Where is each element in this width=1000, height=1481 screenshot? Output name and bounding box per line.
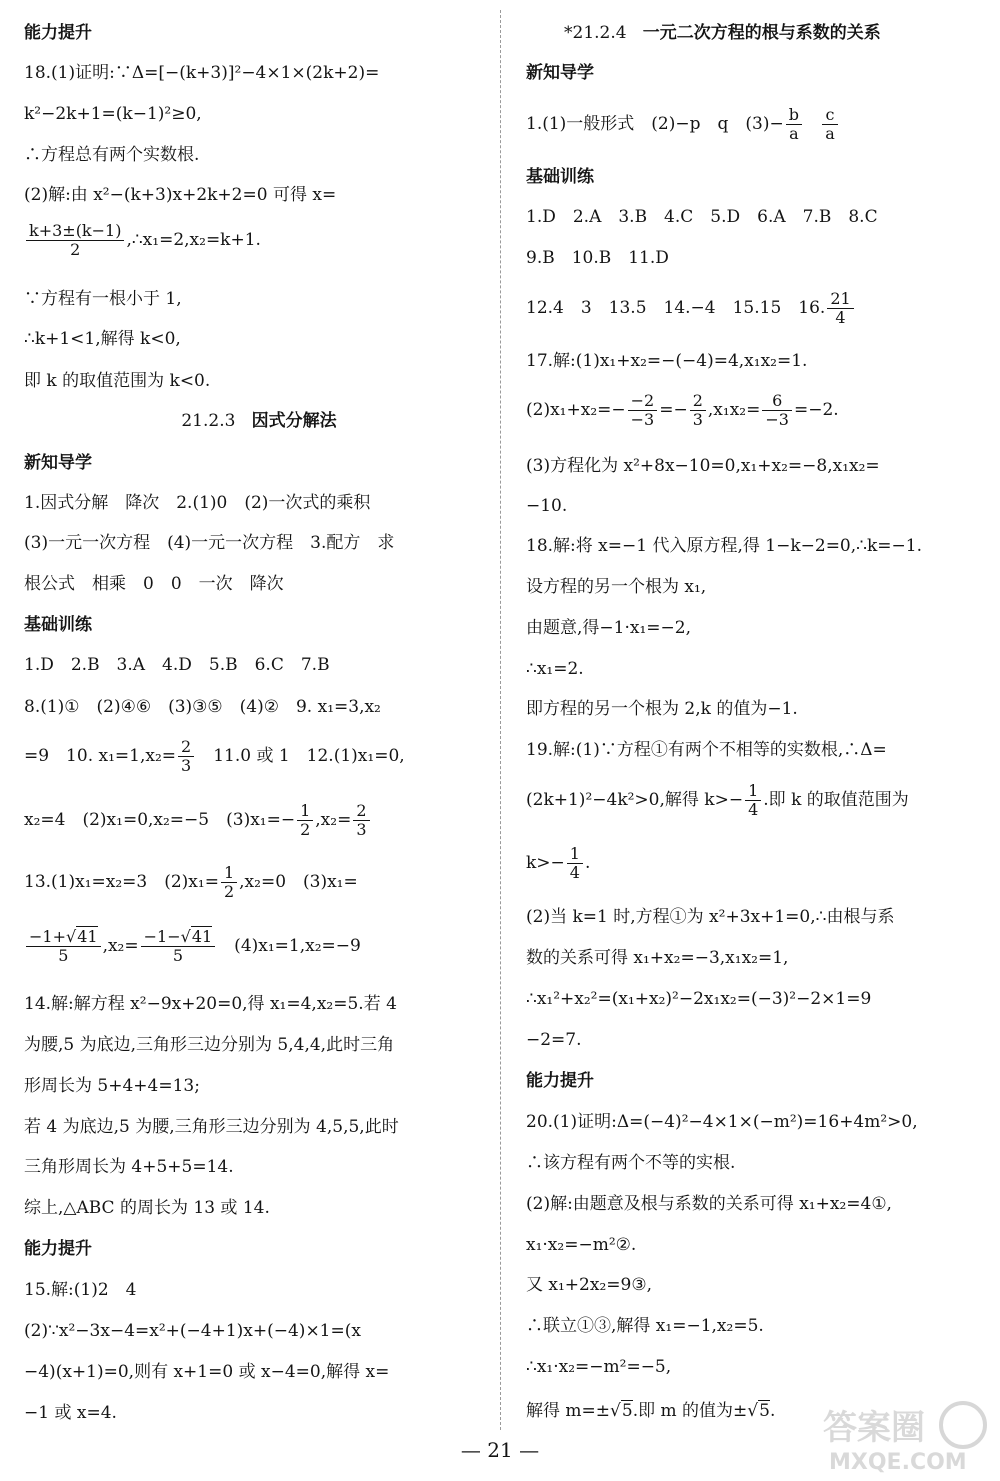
watermark-top-text: 答案圈 <box>823 1408 925 1448</box>
answer-line: (2k+1)²−4k²>0,解得 k>− $\frac{1}{4}$ .即 k 的取值范围为 <box>526 781 909 819</box>
fraction: $\frac{1}{2}$ <box>297 802 313 839</box>
answer-line: ∴方程总有两个实数根. <box>24 145 200 165</box>
answer-line: $\frac{k+3\pm(k-1)}{2}$ ,∴x₁=2,x₂=k+1. <box>24 222 261 259</box>
answer-line: 18.(1)证明:∵Δ=[−(k+3)]²−4×1×(2k+2)= <box>24 63 380 83</box>
answer-line: 12.4 3 13.5 14.−4 15.15 16. $\frac{21}{4}$ <box>526 290 856 327</box>
fraction: $\frac{1}{4}$ <box>567 845 583 882</box>
answer-line: 19.解:(1)∵方程①有两个不相等的实数根,∴Δ= <box>526 740 887 760</box>
answer-line: x₂=4 (2)x₁=0,x₂=−5 (3)x₁=− $\frac{1}{2}$ ,x₂= $\frac{2}{3}$ <box>24 802 372 839</box>
fraction: $\frac{21}{4}$ <box>827 290 853 327</box>
answer-line: 形周长为 5+4+4=13; <box>24 1076 200 1096</box>
watermark-bottom-text: MXQE.COM <box>829 1450 967 1475</box>
fraction: $\frac{1}{2}$ <box>221 864 237 901</box>
answer-line: 9.B 10.B 11.D <box>526 248 669 268</box>
section-heading: 新知导学 <box>24 453 92 473</box>
answer-line: 1.D 2.B 3.A 4.D 5.B 6.C 7.B <box>24 655 330 675</box>
section-heading: 新知导学 <box>526 63 594 83</box>
answer-line: ∴x₁·x₂=−m²=−5, <box>526 1357 672 1377</box>
fraction: $\frac{-1+√41}{5}$ <box>26 928 101 965</box>
answer-line: k>− $\frac{1}{4}$ . <box>526 844 591 882</box>
answer-line: (2)解:由题意及根与系数的关系可得 x₁+x₂=4①, <box>526 1194 892 1214</box>
answer-line: ∴x₁²+x₂²=(x₁+x₂)²−2x₁x₂=(−3)²−2×1=9 <box>526 989 872 1009</box>
answer-line: ∴联立①③,解得 x₁=−1,x₂=5. <box>526 1316 764 1336</box>
answer-line: −2=7. <box>526 1030 582 1050</box>
answer-line: (2)解:由 x²−(k+3)x+2k+2=0 可得 x= <box>24 185 337 205</box>
section-heading: 基础训练 <box>526 167 594 187</box>
answer-line: 1.D 2.A 3.B 4.C 5.D 6.A 7.B 8.C <box>526 207 878 227</box>
answer-line: 17.解:(1)x₁+x₂=−(−4)=4,x₁x₂=1. <box>526 351 808 371</box>
answer-line: 即 k 的取值范围为 k<0. <box>24 371 211 391</box>
answer-line: 设方程的另一个根为 x₁, <box>526 577 707 597</box>
answer-line: 18.解:将 x=−1 代入原方程,得 1−k−2=0,∴k=−1. <box>526 536 922 556</box>
fraction: $\frac{2}{3}$ <box>353 802 369 839</box>
answer-line: 解得 m=±√5.即 m 的值为±√5. <box>526 1401 776 1421</box>
answer-line: 14.解:解方程 x²−9x+20=0,得 x₁=4,x₂=5.若 4 <box>24 994 397 1014</box>
answer-line: −1 或 x=4. <box>24 1403 117 1423</box>
fraction: $\frac{2}{3}$ <box>178 738 194 775</box>
section-title: 21.2.3 因式分解法 <box>181 411 337 431</box>
fraction: $\frac{-1-√41}{5}$ <box>141 928 216 965</box>
section-heading: 能力提升 <box>24 1239 92 1259</box>
answer-line: 8.(1)① (2)④⑥ (3)③⑤ (4)② 9. x₁=3,x₂ <box>24 697 381 717</box>
answer-line: −10. <box>526 496 568 516</box>
answer-line: 三角形周长为 4+5+5=14. <box>24 1157 234 1177</box>
section-heading: 基础训练 <box>24 615 92 635</box>
fraction: $\frac{c}{a}$ <box>822 106 838 143</box>
fraction: $\frac{6}{-3}$ <box>762 392 792 429</box>
answer-line: (2)当 k=1 时,方程①为 x²+3x+1=0,∴由根与系 <box>526 907 895 927</box>
answer-line: 即方程的另一个根为 2,k 的值为−1. <box>526 699 798 719</box>
answer-line: 由题意,得−1·x₁=−2, <box>526 618 691 638</box>
answer-line: 数的关系可得 x₁+x₂=−3,x₁x₂=1, <box>526 948 789 968</box>
column-divider <box>500 10 501 1430</box>
answer-line: k²−2k+1=(k−1)²≥0, <box>24 104 202 124</box>
answer-line: (2)x₁+x₂=− $\frac{-2}{-3}$ =− $\frac{2}{3}$ ,x₁x₂= $\frac{6}{-3}$ =−2. <box>526 391 839 429</box>
answer-line: 15.解:(1)2 4 <box>24 1280 137 1300</box>
answer-line: 为腰,5 为底边,三角形三边分别为 5,4,4,此时三角 <box>24 1035 395 1055</box>
fraction: $\frac{2}{3}$ <box>690 392 706 429</box>
section-heading: 能力提升 <box>526 1071 594 1091</box>
page-number: — 21 — <box>460 1438 540 1462</box>
answer-line: $\frac{-1+√41}{5}$ ,x₂= $\frac{-1-√41}{5}$ (4)x₁=1,x₂=−9 <box>24 928 361 965</box>
answer-line: 综上,△ABC 的周长为 13 或 14. <box>24 1198 270 1218</box>
answer-line: (2)∵x²−3x−4=x²+(−4+1)x+(−4)×1=(x <box>24 1321 361 1341</box>
answer-line: 1.(1)一般形式 (2)−p q (3)− $\frac{b}{a}$ $\frac{c}{a}$ <box>526 106 840 143</box>
answer-line: 13.(1)x₁=x₂=3 (2)x₁= $\frac{1}{2}$ ,x₂=0 (3)x₁= <box>24 863 358 901</box>
answer-line: 又 x₁+2x₂=9③, <box>526 1275 652 1295</box>
answer-line: (3)方程化为 x²+8x−10=0,x₁+x₂=−8,x₁x₂= <box>526 456 880 476</box>
answer-line: 1.因式分解 降次 2.(1)0 (2)一次式的乘积 <box>24 493 371 513</box>
fraction: $\frac{b}{a}$ <box>786 106 802 143</box>
answer-line: 若 4 为底边,5 为腰,三角形三边分别为 4,5,5,此时 <box>24 1117 399 1137</box>
fraction: $\frac{1}{4}$ <box>745 782 761 819</box>
section-title: *21.2.4 一元二次方程的根与系数的关系 <box>564 23 881 43</box>
section-heading: 能力提升 <box>24 23 92 43</box>
watermark-logo <box>815 1395 990 1475</box>
answer-line: 20.(1)证明:Δ=(−4)²−4×1×(−m²)=16+4m²>0, <box>526 1112 918 1132</box>
answer-line: =9 10. x₁=1,x₂= $\frac{2}{3}$ 11.0 或 1 12.(1)x₁=0, <box>24 737 405 775</box>
answer-line: x₁·x₂=−m²②. <box>526 1235 637 1255</box>
answer-line: ∵方程有一根小于 1, <box>24 289 182 309</box>
answer-line: (3)一元一次方程 (4)一元一次方程 3.配方 求 <box>24 533 395 553</box>
fraction: $\frac{k+3\pm(k-1)}{2}$ <box>26 222 124 259</box>
answer-line: ∴该方程有两个不等的实根. <box>526 1153 736 1173</box>
answer-line: ∴x₁=2. <box>526 659 584 679</box>
answer-line: −4)(x+1)=0,则有 x+1=0 或 x−4=0,解得 x= <box>24 1362 390 1382</box>
answer-line: ∴k+1<1,解得 k<0, <box>24 329 181 349</box>
answer-line: 根公式 相乘 0 0 一次 降次 <box>24 574 284 594</box>
fraction: $\frac{-2}{-3}$ <box>628 392 658 429</box>
